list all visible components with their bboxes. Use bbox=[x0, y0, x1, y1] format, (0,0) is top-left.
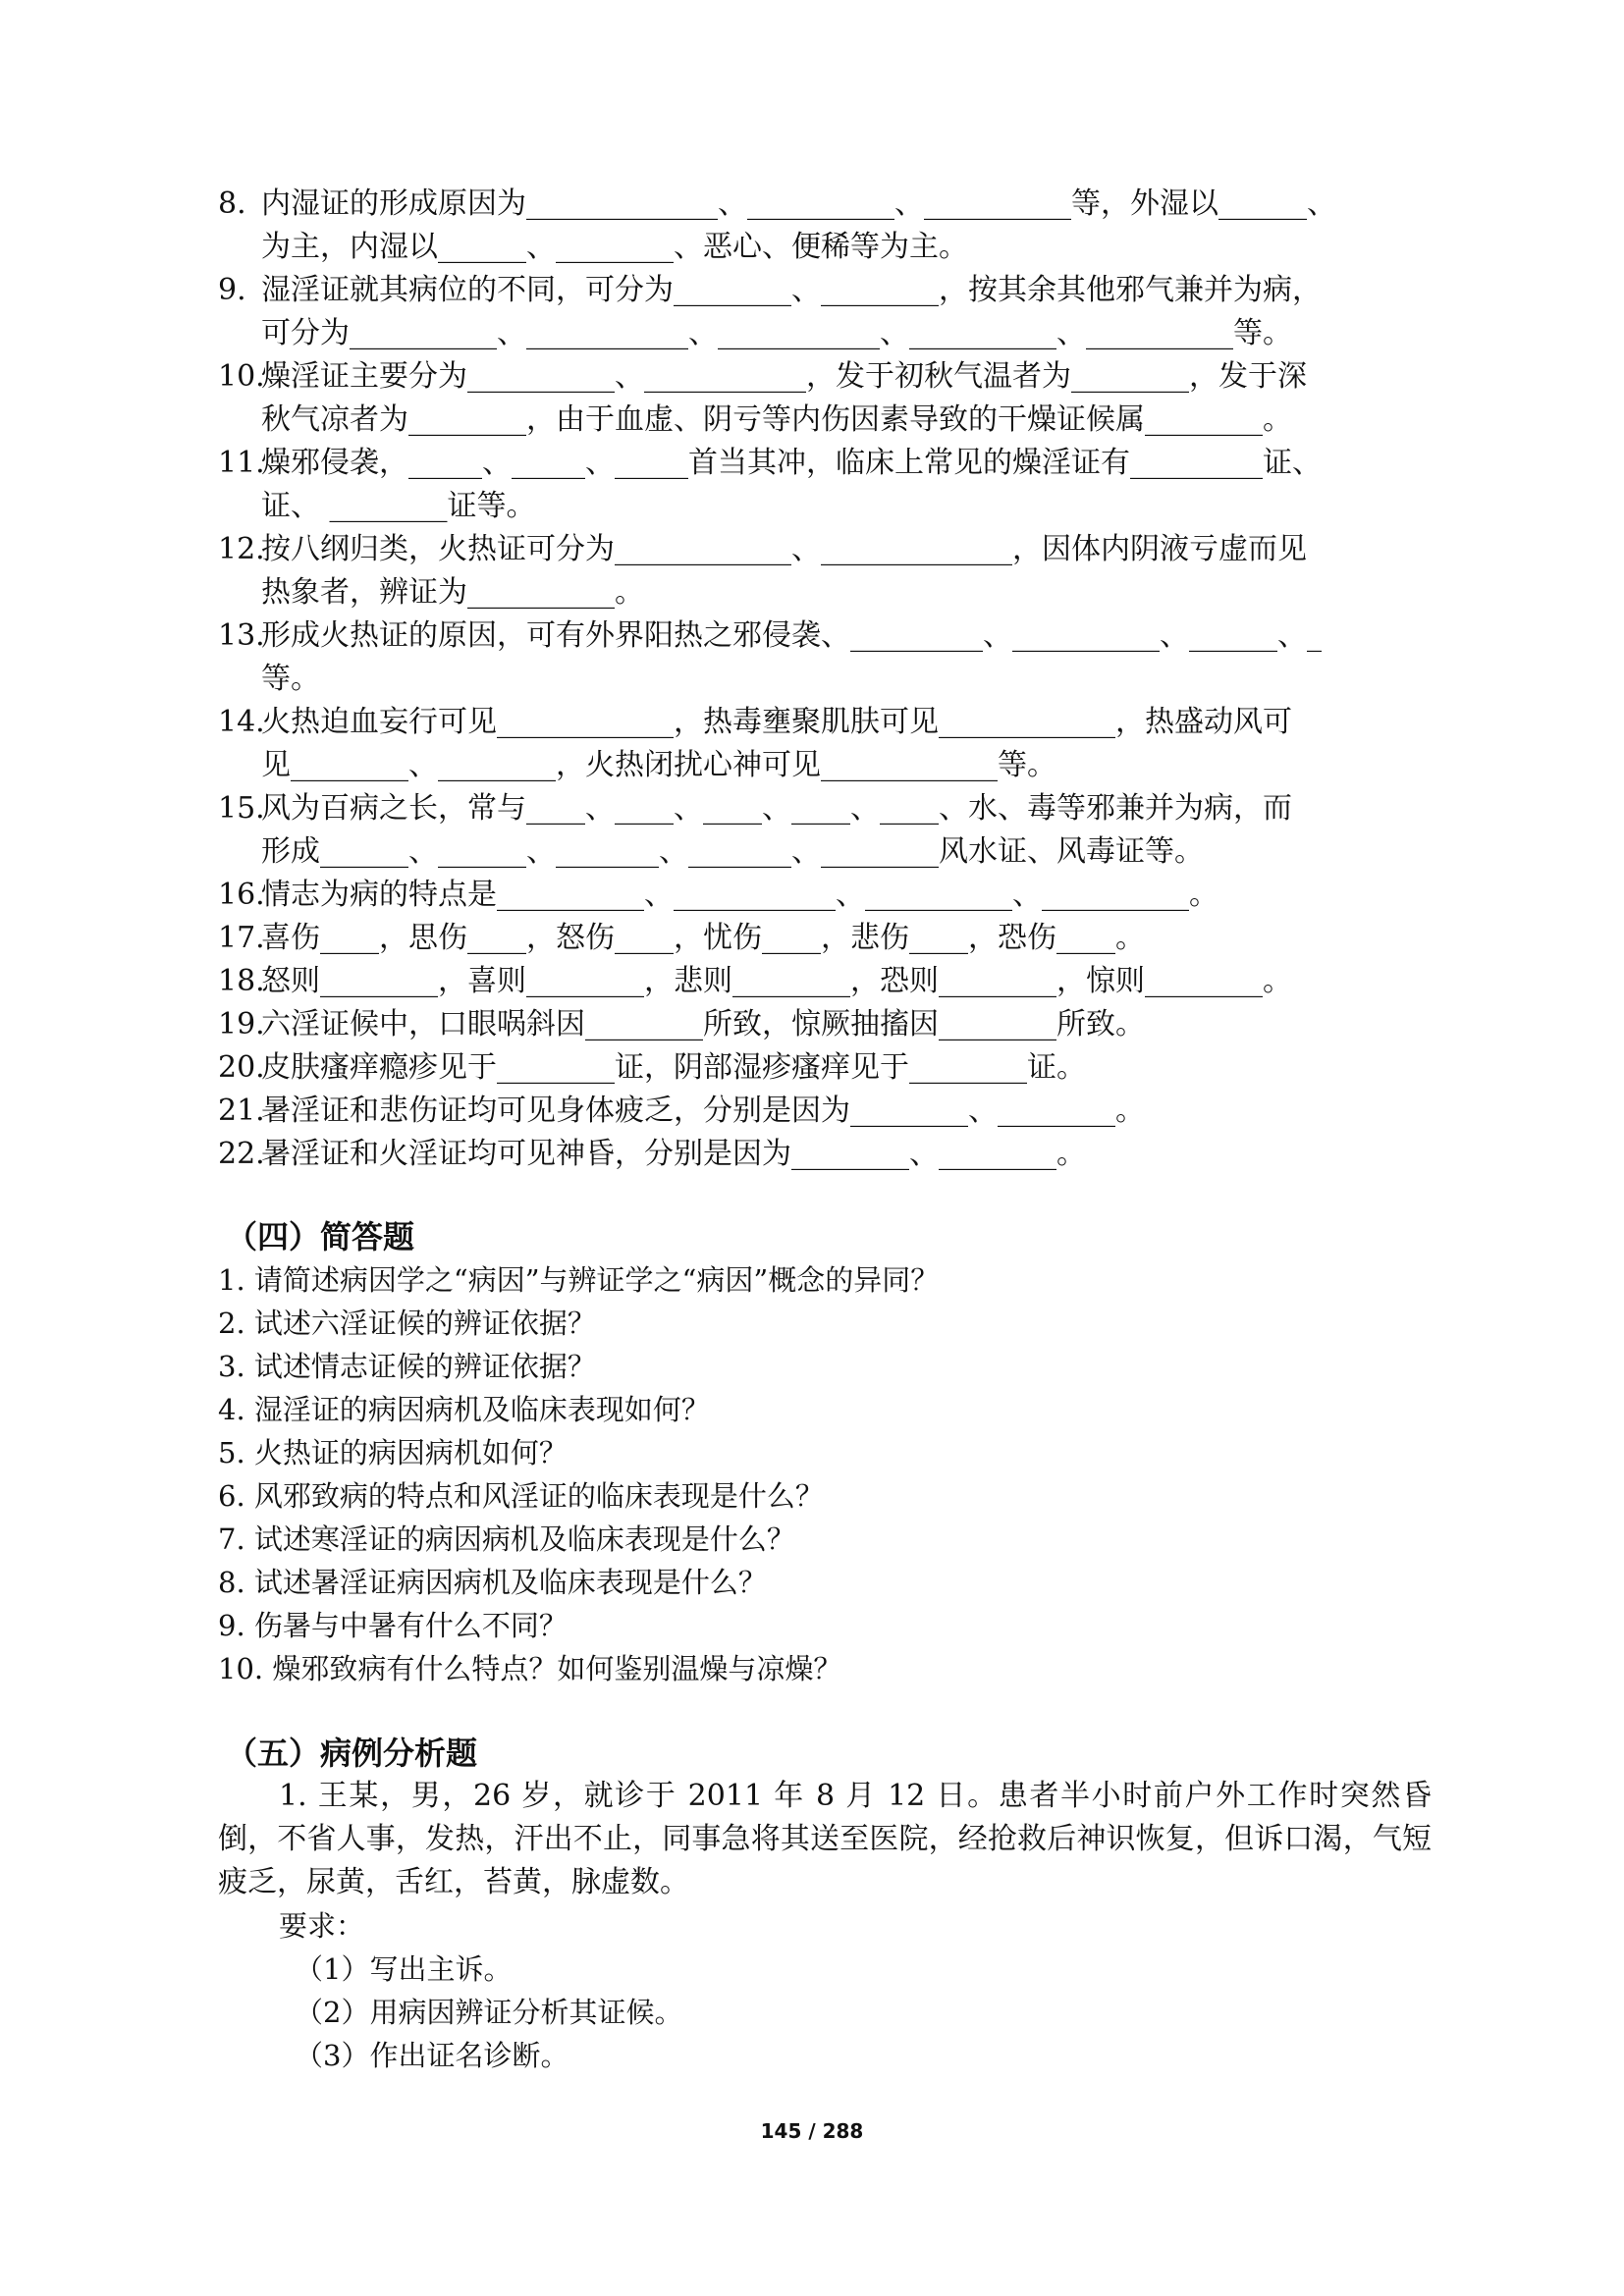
fill-item bbox=[218, 960, 1432, 1003]
item-number: 21. bbox=[218, 1094, 265, 1128]
requirement-item: （2）用病因辨证分析其证候。 bbox=[295, 1996, 683, 2029]
fill-item bbox=[218, 1133, 1432, 1176]
fill-item bbox=[218, 614, 1432, 701]
item-number: 20. bbox=[218, 1050, 265, 1085]
item-line: 湿淫证就其病位的不同，可分为________、________，按其余其他邪气兼并为病， bbox=[261, 273, 1322, 307]
item-number: 18. bbox=[218, 964, 265, 998]
item-line: 皮肤瘙痒瘾疹见于________证，阴部湿疹瘙痒见于________证。 bbox=[261, 1050, 1086, 1085]
fill-in-blank-list bbox=[218, 183, 1432, 1176]
requirement-label: 要求： bbox=[279, 1909, 365, 1943]
question-item: 2. 试述六淫证候的辨证依据？ bbox=[218, 1307, 596, 1340]
item-line: 情志为病的特点是__________、___________、__________、__________。 bbox=[261, 878, 1218, 912]
fill-item bbox=[218, 701, 1432, 787]
fill-item bbox=[218, 1090, 1432, 1133]
item-line: 暑淫证和悲伤证均可见身体疲乏，分别是因为________、________。 bbox=[261, 1094, 1145, 1128]
question-item: 8. 试述暑淫证病因病机及临床表现是什么？ bbox=[218, 1566, 767, 1599]
item-line: 秋气凉者为________，由于血虚、阴亏等内伤因素导致的干燥证候属________。 bbox=[261, 402, 1292, 437]
item-number: 12. bbox=[218, 532, 265, 566]
item-line: 等。 bbox=[261, 662, 320, 696]
item-text bbox=[261, 183, 1432, 269]
item-text bbox=[261, 269, 1432, 355]
item-number: 16. bbox=[218, 878, 265, 912]
item-text bbox=[261, 1133, 1432, 1176]
item-line: 风为百病之长，常与____、____、____、____、____、水、毒等邪兼并为病，而 bbox=[261, 791, 1292, 826]
item-text bbox=[261, 355, 1432, 442]
requirement-item: （3）作出证名诊断。 bbox=[295, 2039, 569, 2072]
item-line: 按八纲归类，火热证可分为____________、_____________，因体内阴液亏虚而见 bbox=[261, 532, 1307, 566]
fill-item bbox=[218, 269, 1432, 355]
item-number: 8. bbox=[218, 187, 246, 221]
question-list bbox=[218, 1258, 1432, 1690]
item-number: 13. bbox=[218, 618, 265, 653]
fill-item bbox=[218, 1003, 1432, 1046]
item-text bbox=[261, 874, 1432, 917]
item-number: 9. bbox=[218, 273, 246, 307]
item-line: 形成火热证的原因，可有外界阳热之邪侵袭、_________、__________、______、_ bbox=[261, 618, 1322, 653]
item-number: 14. bbox=[218, 705, 265, 739]
item-line: 热象者，辨证为__________。 bbox=[261, 575, 644, 610]
item-line: 内湿证的形成原因为_____________、__________、__________等，外湿以______、 bbox=[261, 187, 1336, 221]
item-number: 17. bbox=[218, 921, 265, 955]
fill-item bbox=[218, 442, 1432, 528]
question-item: 6. 风邪致病的特点和风淫证的临床表现是什么？ bbox=[218, 1479, 824, 1513]
fill-item bbox=[218, 528, 1432, 614]
item-text bbox=[261, 1046, 1432, 1090]
question-item: 5. 火热证的病因病机如何？ bbox=[218, 1436, 568, 1469]
question-item: 3. 试述情志证候的辨证依据？ bbox=[218, 1350, 596, 1383]
item-line: 形成______、______、_______、_______、________风水证、风毒证等。 bbox=[261, 834, 1204, 869]
item-text bbox=[261, 701, 1432, 787]
item-line: 火热迫血妄行可见____________，热毒壅聚肌肤可见____________，热盛动风可 bbox=[261, 705, 1292, 739]
item-text bbox=[261, 528, 1432, 614]
fill-item bbox=[218, 874, 1432, 917]
item-text bbox=[261, 1090, 1432, 1133]
item-text bbox=[261, 442, 1432, 528]
question-item: 10. 燥邪致病有什么特点？如何鉴别温燥与凉燥？ bbox=[218, 1652, 842, 1685]
item-line: 为主，内湿以______、________、恶心、便稀等为主。 bbox=[261, 230, 968, 264]
item-number: 11. bbox=[218, 446, 265, 480]
question-item: 1. 请简述病因学之“病因”与辨证学之“病因”概念的异同？ bbox=[218, 1263, 940, 1297]
item-number: 22. bbox=[218, 1137, 265, 1171]
item-line: 燥淫证主要分为__________、___________，发于初秋气温者为________，发于深 bbox=[261, 359, 1307, 394]
item-number: 15. bbox=[218, 791, 265, 826]
item-text bbox=[261, 917, 1432, 960]
item-text bbox=[261, 787, 1432, 874]
fill-item bbox=[218, 355, 1432, 442]
item-line: 暑淫证和火淫证均可见神昏，分别是因为________、________。 bbox=[261, 1137, 1086, 1171]
item-line: 六淫证候中，口眼㖞斜因________所致，惊厥抽搐因________所致。 bbox=[261, 1007, 1145, 1041]
item-text bbox=[261, 614, 1432, 701]
item-line: 可分为__________、___________、___________、__________、__________等。 bbox=[261, 316, 1292, 350]
item-number: 10. bbox=[218, 359, 265, 394]
item-line: 燥邪侵袭，_____、_____、_____首当其冲，临床上常见的燥淫证有_________证、 bbox=[261, 446, 1322, 480]
item-text bbox=[261, 1003, 1432, 1046]
item-line: 喜伤____，思伤____，怒伤____，忧伤____，悲伤____，恐伤____。 bbox=[261, 921, 1145, 955]
item-line: 证、 ________证等。 bbox=[261, 489, 536, 523]
item-line: 见________、________，火热闭扰心神可见____________等。 bbox=[261, 748, 1056, 782]
requirement-item: （1）写出主诉。 bbox=[295, 1952, 513, 1986]
section-heading-case-analysis: （五）病例分析题 bbox=[226, 1735, 478, 1772]
short-answer-section bbox=[218, 1215, 1432, 1690]
section-heading-short-answer: （四）简答题 bbox=[226, 1218, 415, 1255]
item-line: 怒则________，喜则________，悲则________，恐则________，惊则________。 bbox=[261, 964, 1292, 998]
page-number: 145 / 288 bbox=[760, 2119, 864, 2143]
question-item: 7. 试述寒淫证的病因病机及临床表现是什么？ bbox=[218, 1522, 795, 1556]
fill-item bbox=[218, 917, 1432, 960]
fill-item bbox=[218, 183, 1432, 269]
case-analysis-section bbox=[218, 1732, 1432, 2077]
item-text bbox=[261, 960, 1432, 1003]
question-item: 4. 湿淫证的病因病机及临床表现如何？ bbox=[218, 1393, 710, 1426]
case-paragraph: 1. 王某，男，26 岁，就诊于 2011 年 8 月 12 日。患者半小时前户外工作时突然昏倒，不省人事，发热，汗出不止，同事急将其送至医院，经抢救后神识恢复，但诉口渴，气短疲乏，尿黄，舌红，苔黄，脉虚数。 bbox=[218, 1779, 1432, 1899]
item-number: 19. bbox=[218, 1007, 265, 1041]
fill-item bbox=[218, 1046, 1432, 1090]
question-item: 9. 伤暑与中暑有什么不同？ bbox=[218, 1609, 568, 1642]
fill-item bbox=[218, 787, 1432, 874]
